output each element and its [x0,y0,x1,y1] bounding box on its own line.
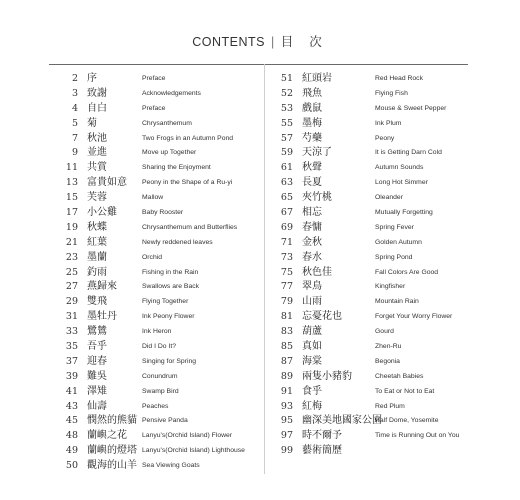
page-number: 2 [71,73,78,84]
entry-title-chinese: 致謝 [87,87,107,99]
entry-title-english: Flying Together [142,298,189,306]
page-number: 35 [65,341,78,353]
entry-title-english: To Eat or Not to Eat [375,387,435,395]
entry-title-chinese: 山雨 [302,296,322,308]
entry-title-english: Gourd [375,328,394,336]
entry-title-chinese: 蘭嶼之花 [87,430,127,442]
entry-title-chinese: 天涼了 [302,147,332,159]
entry-title-english: Fishing in the Rain [142,268,199,276]
page-number: 91 [280,385,293,397]
contents-title-chinese: 目 次 [280,34,328,49]
entry-title-english: Chrysanthemum [142,119,192,127]
page-number: 45 [65,415,78,427]
page-number: 79 [280,296,293,308]
entry-title-chinese: 春慵 [302,221,322,233]
entry-title-english: Autumn Sounds [375,164,424,172]
entry-title-chinese: 芍藥 [302,132,322,144]
entry-title-chinese: 吾乎 [87,341,107,353]
entry-title-chinese: 墨牡丹 [87,311,117,323]
entry-title-chinese: 秋色佳 [302,266,332,278]
entry-title-english: Time is Running Out on You [375,432,460,440]
page-number: 81 [280,311,293,323]
entry-title-english: Pensive Panda [142,417,188,425]
entry-title-english: Peony in the Shape of a Ru-yi [142,179,233,187]
page-number: 69 [280,221,293,233]
entry-title-chinese: 蘭嶼的燈塔 [87,445,137,457]
entry-title-chinese: 仙壽 [87,400,107,412]
entry-title-chinese: 紅梅 [302,400,322,412]
page-number: 7 [71,132,78,144]
entry-title-english: Fall Colors Are Good [375,268,439,276]
entry-title-chinese: 紅葉 [87,236,107,248]
entry-title-chinese: 釣雨 [87,266,107,278]
entry-title-english: Sharing the Enjoyment [142,164,211,172]
entry-title-chinese: 墨蘭 [87,251,107,263]
entry-title-english: Long Hot Simmer [375,179,428,187]
entry-title-chinese: 共賞 [87,162,107,174]
page-number: 89 [280,370,293,382]
entry-title-english: Spring Fever [375,223,414,231]
entry-title-chinese: 墨梅 [302,117,322,129]
entry-title-english: Did I Do It? [142,343,176,351]
entry-title-english: Spring Pond [375,253,413,261]
page-number: 99 [280,445,293,457]
entry-title-english: Mutually Forgetting [375,209,433,217]
page-number: 50 [65,460,78,472]
page-number: 85 [280,341,293,353]
entry-title-english: Acknowledgements [142,89,201,97]
page-number: 3 [71,87,78,99]
entry-title-english: Zhen-Ru [375,343,402,351]
entry-title-english: Peaches [142,402,169,410]
page-number: 5 [71,117,78,129]
entry-title-chinese: 富貴如意 [87,177,127,189]
page-number: 59 [280,147,293,159]
entry-title-english: Cheetah Babies [375,372,424,380]
page-number: 71 [280,236,293,248]
page-number: 49 [65,445,78,457]
page-number: 15 [65,192,78,204]
entry-title-english: Red Head Rock [375,75,423,82]
entry-title-english: Ink Plum [375,119,402,127]
entry-title-chinese: 藝術簡歷 [302,445,342,457]
entry-title-english: Sea Viewing Goats [142,462,200,470]
entry-title-chinese: 憫然的熊貓 [87,415,137,427]
page-number: 65 [280,192,293,204]
entry-title-chinese: 飛魚 [302,87,322,99]
page-number: 48 [65,430,78,442]
entry-title-english: Chrysanthemum and Butterflies [142,223,238,231]
entry-title-english: Lanyu's(Orchid Island) Flower [142,432,233,440]
page-number: 61 [280,162,293,174]
page-number: 27 [65,281,78,293]
entry-title-chinese: 時不爾予 [302,430,342,442]
entry-title-chinese: 長夏 [302,177,322,189]
entry-title-english: Baby Rooster [142,209,184,217]
entry-title-chinese: 幽深美地國家公園 [302,415,382,427]
entry-title-chinese: 難吳 [87,370,107,382]
entry-title-english: Mountain Rain [375,298,419,306]
entry-title-chinese: 鷺鷥 [87,326,107,338]
page-number: 55 [280,117,293,129]
entry-title-chinese: 葫蘆 [302,326,322,338]
entry-title-chinese: 小公雞 [87,207,117,219]
page-number: 25 [65,266,78,278]
entry-title-chinese: 序 [87,73,97,84]
entry-title-english: Ink Peony Flower [142,313,195,321]
page-number: 4 [71,102,78,114]
entry-title-english: Begonia [375,357,400,365]
entry-title-chinese: 菊 [87,117,97,129]
contents-header [0,32,520,50]
entry-title-english: Newly reddened leaves [142,238,213,246]
page-number: 87 [280,355,293,367]
entry-title-english: Red Plum [375,402,405,410]
entry-title-chinese: 兩隻小豬豹 [302,370,352,382]
page-number: 29 [65,296,78,308]
page-number: 39 [65,370,78,382]
entry-title-chinese: 戲鼠 [302,102,322,114]
entry-title-english: Swallows are Back [142,283,200,291]
entry-title-english: It is Getting Darn Cold [375,149,442,157]
entry-title-chinese: 自白 [87,102,107,114]
entry-title-chinese: 觀海的山羊 [87,460,137,472]
entry-title-chinese: 紅頭岩 [302,73,332,84]
page-number: 77 [280,281,293,293]
page-number: 52 [280,87,293,99]
entry-title-chinese: 翠鳥 [302,281,322,293]
title-separator: | [271,35,275,49]
page-number: 53 [280,102,293,114]
entry-title-english: Golden Autumn [375,238,422,246]
entry-title-english: Forget Your Worry Flower [375,313,453,321]
entry-title-chinese: 忘憂花也 [302,311,342,323]
page-number: 63 [280,177,293,189]
page-number: 41 [65,385,78,397]
entry-title-chinese: 澤雉 [87,385,107,397]
entry-title-chinese: 芙蓉 [87,192,107,204]
contents-title: CONTENTS [192,35,265,49]
entry-title-chinese: 金秋 [302,236,322,248]
page-number: 23 [65,251,78,263]
entry-title-english: Two Frogs in an Autumn Pond [142,134,234,142]
entry-title-chinese: 秋池 [87,132,107,144]
entry-title-english: Swamp Bird [142,387,179,395]
entry-title-chinese: 秋蝶 [87,221,107,233]
page-number: 33 [65,326,78,338]
entry-title-chinese: 相忘 [302,207,322,219]
page-number: 95 [280,415,293,427]
column-divider [264,64,265,474]
entry-title-chinese: 燕歸來 [87,281,117,293]
entry-title-english: Mallow [142,194,164,202]
entry-title-english: Ink Heron [142,328,172,336]
page-number: 19 [65,221,78,233]
entry-title-chinese: 迎春 [87,355,107,367]
page-number: 57 [280,132,293,144]
page-number: 97 [280,430,293,442]
page-number: 73 [280,251,293,263]
page-number: 17 [65,207,78,219]
page-number: 75 [280,266,293,278]
entry-title-english: Singing for Spring [142,357,197,365]
entry-title-english: Kingfisher [375,283,406,291]
entry-title-english: Move up Together [142,149,197,157]
entry-title-chinese: 食乎 [302,385,322,397]
entry-title-english: Peony [375,134,395,142]
entry-title-chinese: 雙飛 [87,296,107,308]
page-number: 37 [65,355,78,367]
entry-title-english: Preface [142,104,166,112]
entry-title-chinese: 海棠 [302,355,322,367]
header-rule [49,64,468,65]
page-number: 13 [65,177,78,189]
page-number: 67 [280,207,293,219]
entry-title-english: Oleander [375,194,403,202]
entry-title-chinese: 春水 [302,251,322,263]
page-number: 11 [65,162,78,174]
entry-title-chinese: 秋聲 [302,162,322,174]
entry-title-english: Preface [142,75,166,82]
page-number: 31 [65,311,78,323]
entry-title-english: Mouse & Sweet Pepper [375,104,447,112]
page-number: 51 [280,73,293,84]
entry-title-english: Half Dome, Yosemite [375,417,439,425]
entry-title-english: Flying Fish [375,89,408,97]
entry-title-chinese: 夾竹桃 [302,192,332,204]
entry-title-english: Conundrum [142,372,178,380]
entry-title-english: Lanyu's(Orchid Island) Lighthouse [142,447,245,455]
entry-title-chinese: 真如 [302,341,322,353]
entry-title-english: Orchid [142,253,163,261]
page-number: 21 [65,236,78,248]
page-number: 9 [71,147,78,159]
page-number: 43 [65,400,78,412]
page-number: 83 [280,326,293,338]
page-number: 93 [280,400,293,412]
entry-title-chinese: 並進 [87,147,107,159]
